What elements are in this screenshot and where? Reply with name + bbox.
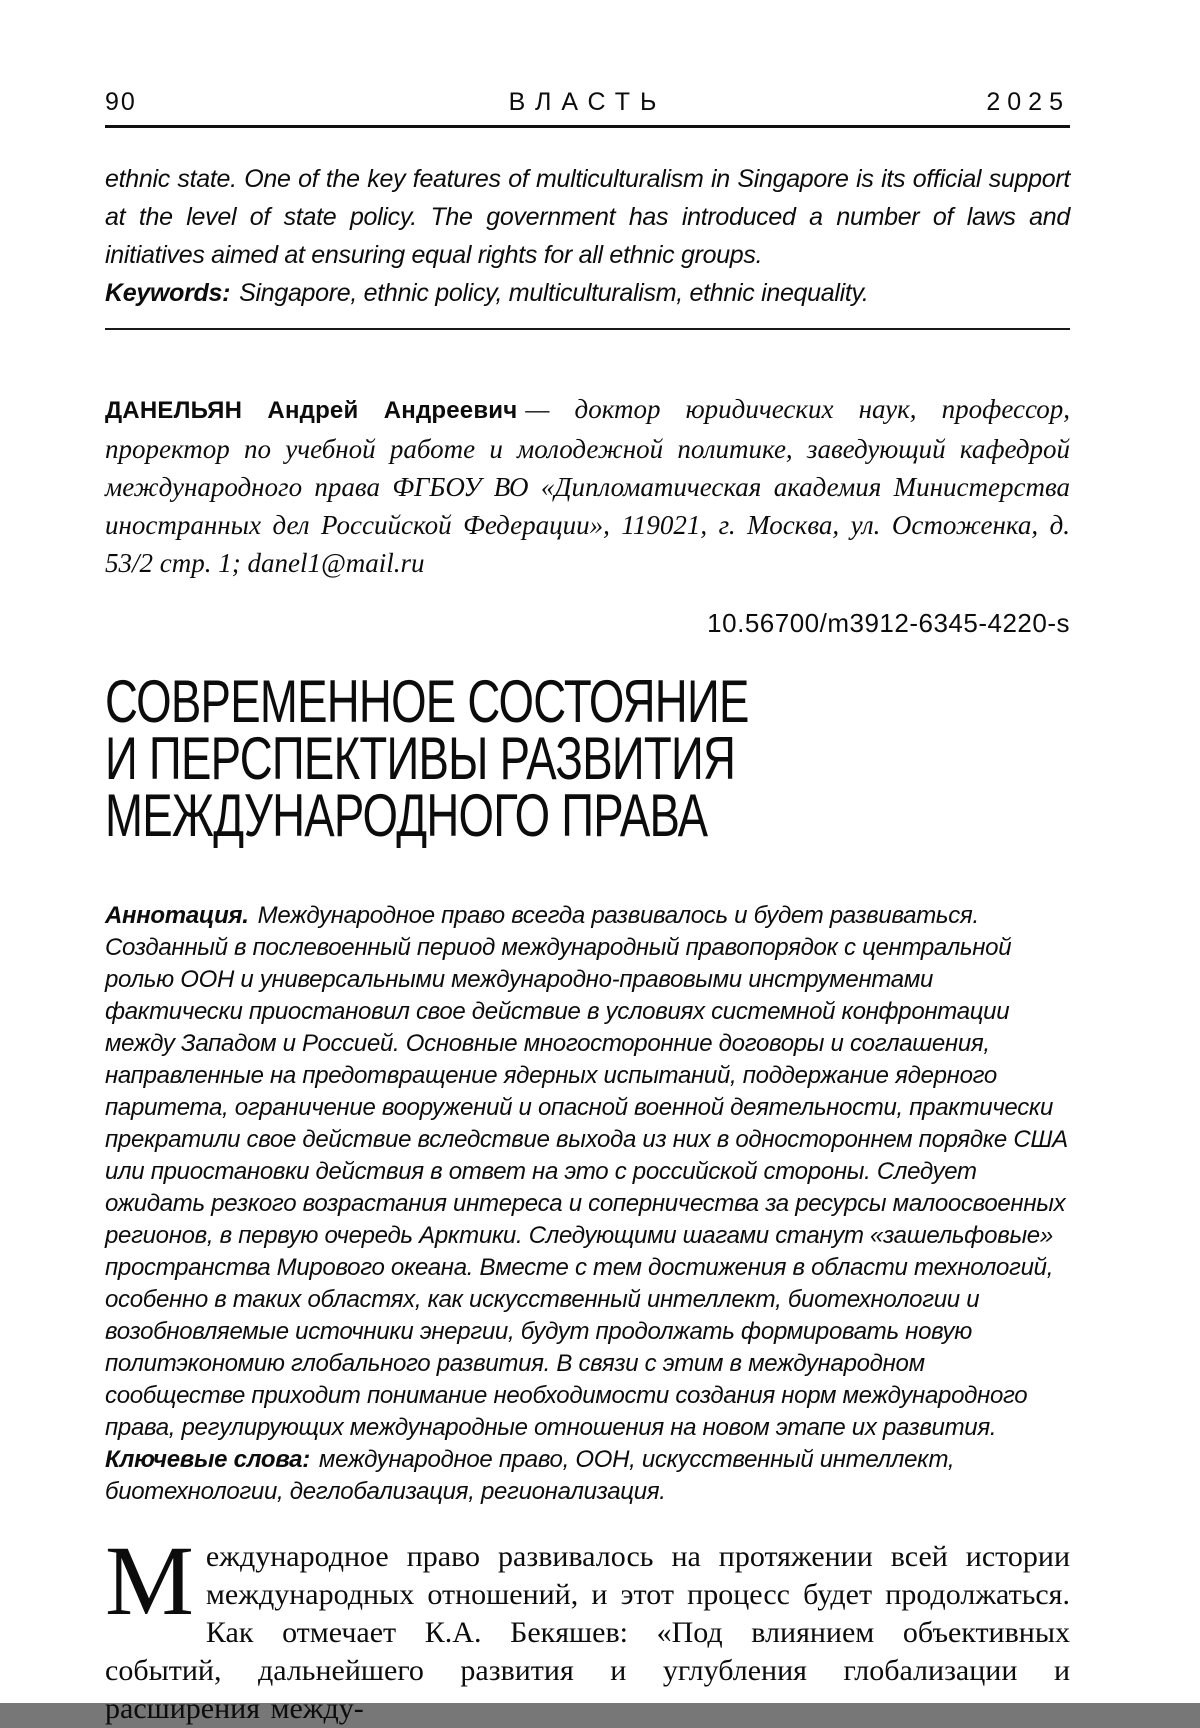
keywords-ru-label: Ключевые слова:: [105, 1446, 310, 1473]
author-name: ДАНЕЛЬЯН Андрей Андреевич: [105, 397, 518, 424]
title-line-1: СОВРЕМЕННОЕ СОСТОЯНИЕ: [105, 668, 749, 735]
journal-year: 2025: [986, 88, 1070, 116]
title-line-3: МЕЖДУНАРОДНОГО ПРАВА: [105, 782, 708, 849]
keywords-en-line: [105, 274, 1070, 312]
keywords-en-text: Singapore, ethnic policy, multiculturalism, ethnic inequality.: [239, 279, 869, 307]
section-divider: [105, 328, 1070, 330]
keywords-en-label: Keywords:: [105, 279, 231, 307]
page-header: [105, 88, 1070, 128]
abstract-ru-label: Аннотация.: [105, 902, 249, 929]
author-block: [105, 390, 1070, 582]
keywords-ru-text: международное право, ООН, искусственный интеллект, биотехнологии, деглобализация, регионализация.: [105, 1446, 955, 1505]
body-text: еждународное право развивалось на протяжении всей истории международных отношений, и этот процесс будет продолжаться. Как отмечает К.А. Бекяшев: «Под влиянием объективных событий, дальнейшего развития и углубления глобализации и расширения между-: [105, 1540, 1070, 1725]
author-affiliation: — доктор юридических наук, профессор, проректор по учебной работе и молодежной политике, заведующий кафедрой международного права ФГБОУ ВО «Дипломатическая академия Министерства иностранных дел Российской Федерации», 119021, г. Москва, ул. Остоженка, д. 53/2 стр. 1; danel1@mail.ru: [105, 394, 1071, 578]
article-doi: 10.56700/m3912-6345-4220-s: [707, 608, 1070, 638]
abstract-ru-paragraph: [105, 900, 1070, 1444]
keywords-ru-line: [105, 1444, 1070, 1508]
abstract-en: [105, 160, 1070, 312]
title-line-2: И ПЕРСПЕКТИВЫ РАЗВИТИЯ: [105, 725, 736, 792]
abstract-ru-text: Международное право всегда развивалось и будет развиваться. Созданный в послевоенный период международный правопорядок с центральной ролью ООН и универсальными международно-правовыми инструментами фактически приостановил свое действие в условиях системной конфронтации между Западом и Россией. Основные многосторонние договоры и соглашения, направленные на предотвращение ядерных испытаний, поддержание ядерного паритета, ограничение вооружений и опасной военной деятельности, практически прекратили свое действие вследствие выхода из них в одностороннем порядке США или приостановки действия в ответ на это с российской стороны. Следует ожидать резкого возрастания интереса и соперничества за ресурсы малоосвоенных регионов, в первую очередь Арктики. Следующими шагами станут «зашельфовые» пространства Мирового океана. Вместе с тем достижения в области технологий, особенно в таких областях, как искусственный интеллект, биотехнологии и возобновляемые источники энергии, будут продолжать формировать новую политэкономию глобального развития. В связи с этим в международном сообществе приходит понимание необходимости создания норм международного права, регулирующих международные отношения на новом этапе их развития.: [105, 902, 1068, 1441]
body-paragraph: [105, 1525, 1070, 1728]
abstract-ru: [105, 900, 1070, 1508]
article-title: [105, 668, 1070, 849]
abstract-en-text: ethnic state. One of the key features of multiculturalism in Singapore is its official support at the level of state policy. The government has introduced a number of laws and initiatives aimed at ensuring equal rights for all ethnic groups.: [105, 165, 1070, 269]
journal-title: ВЛАСТЬ: [508, 88, 667, 116]
drop-cap: М: [105, 1525, 194, 1636]
page-number: 90: [105, 88, 137, 116]
